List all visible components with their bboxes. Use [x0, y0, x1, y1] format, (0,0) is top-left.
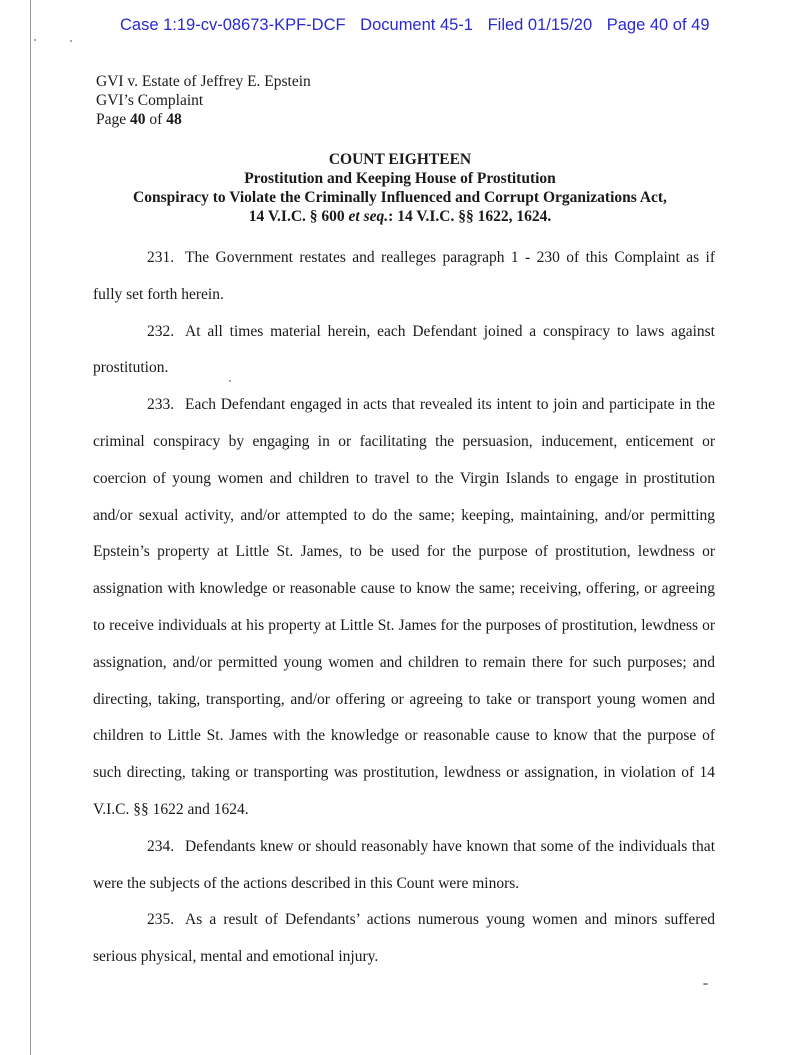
paragraph-number: 233. — [147, 396, 175, 414]
scan-speck — [34, 39, 36, 41]
caption-page-number: Page 40 of 48 — [96, 111, 182, 128]
page-stamp: Page 40 of 49 — [606, 16, 710, 34]
filed-date: Filed 01/15/20 — [487, 16, 593, 34]
paragraph-number: 234. — [147, 837, 175, 855]
document-caption — [96, 72, 311, 129]
paragraph-text: The Government restates and realleges paragraph 1 - 230 of this Complaint as if fully set forth herein. — [93, 249, 715, 303]
paragraph-text: As a result of Defendants’ actions numerous young women and minors suffered serious physical, mental and emotional injury. — [93, 911, 715, 966]
paragraph-235 — [93, 902, 715, 976]
caption-case-title: GVI v. Estate of Jeffrey E. Epstein — [96, 73, 311, 90]
scan-speck — [70, 40, 72, 42]
count-subtitle-conspiracy: Conspiracy to Violate the Criminally Influenced and Corrupt Organizations Act, — [133, 189, 667, 206]
paragraph-232 — [93, 314, 715, 388]
paragraph-number: 231. — [147, 249, 175, 266]
complaint-body — [93, 240, 715, 976]
case-number: Case 1:19-cv-08673-KPF-DCF — [120, 16, 346, 34]
paragraph-233 — [93, 387, 715, 829]
count-title: COUNT EIGHTEEN — [328, 151, 472, 168]
caption-document-title: GVI’s Complaint — [96, 92, 204, 109]
paragraph-text: At all times material herein, each Defendant joined a conspiracy to laws against prostitution. — [93, 322, 715, 377]
paragraph-text: Defendants knew or should reasonably have known that some of the individuals that were the subjects of the actions described in this Count were minors. — [93, 837, 715, 892]
count-citation: 14 V.I.C. § 600 et seq.: 14 V.I.C. §§ 1622, 1624. — [248, 208, 552, 225]
paragraph-231 — [93, 240, 715, 314]
ecf-header-stamp — [120, 16, 720, 35]
document-number: Document 45-1 — [360, 16, 473, 34]
scan-margin-line — [30, 0, 31, 1055]
paragraph-234 — [93, 829, 715, 903]
count-subtitle: Prostitution and Keeping House of Prostitution — [244, 170, 556, 187]
paragraph-text: Each Defendant engaged in acts that revealed its intent to join and participate in the criminal conspiracy by engaging in or facilitating the persuasion, inducement, enticement or coercion of young women and children to travel to the Virgin Islands to engage in prostitution and/or sexual activity, and/or attempted to do the same; keeping, maintaining, and/or permitting Epstein’s property at Little St. James, to be used for the purpose of prostitution, lewdness or assignation with knowledge or reasonable cause to know the same; receiving, offering, or agreeing to receive individuals at his property at Little St. James for the purposes of prostitution, lewdness or assignation, and/or permitted young women and children to remain there for such purposes; and directing, taking, transporting, and/or offering or agreeing to take or transport young women and children to Little St. James with the knowledge or reasonable cause to know that the purpose of such directing, taking or transporting was prostitution, lewdness or assignation, in violation of 14 V.I.C. §§ 1622 and 1624. — [93, 396, 715, 818]
paragraph-number: 235. — [147, 911, 175, 929]
count-heading — [80, 150, 720, 226]
scan-speck — [703, 983, 708, 985]
paragraph-number: 232. — [147, 322, 175, 340]
